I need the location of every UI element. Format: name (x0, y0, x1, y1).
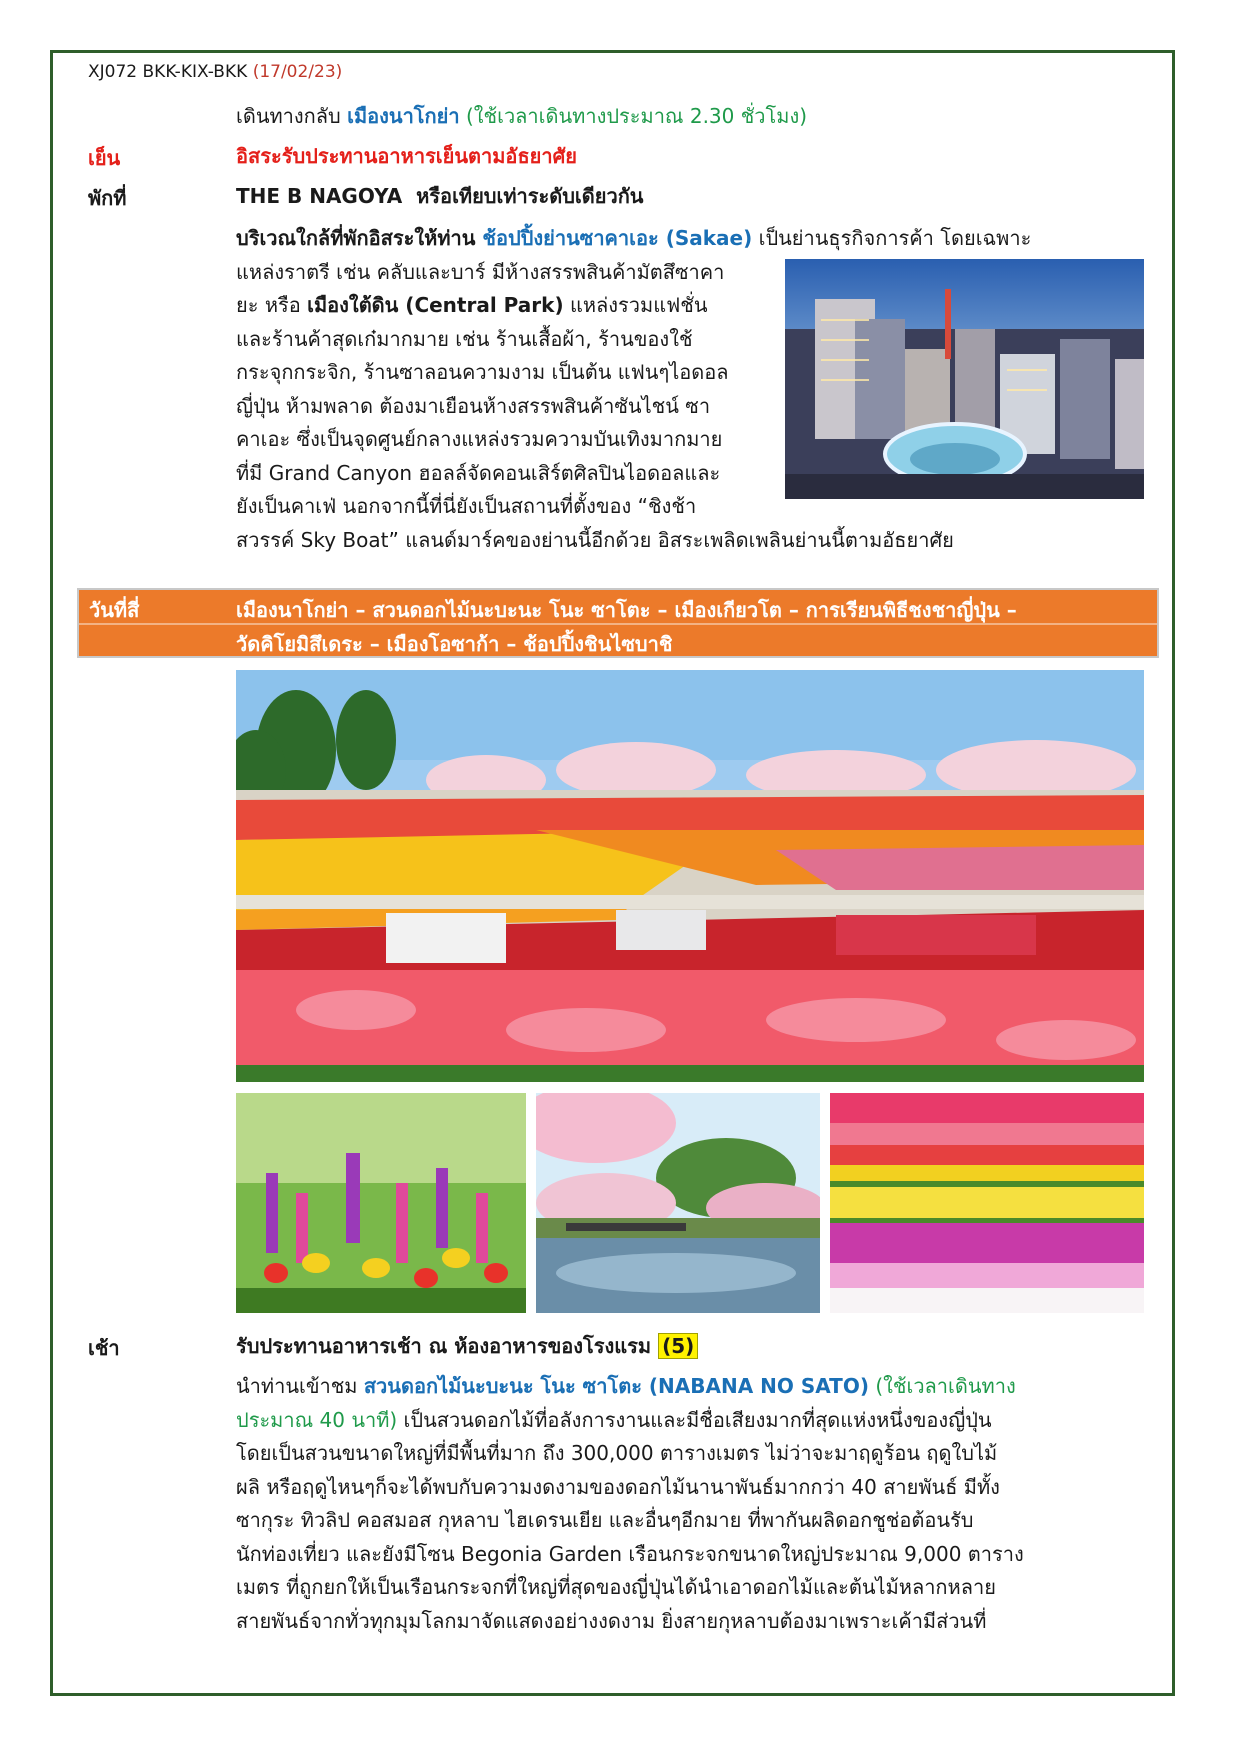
sakae-paragraph: บริเวณใกล้ที่พักอิสระให้ท่าน ช้อปปิ้งย่านซาคาเอะ (Sakae) เป็นย่านธุรกิจการค้า โดยเฉพาะ แหล่งราตรี เช่น คลับและบาร์ มีห้างสรรพสินค้ามัตสึซาคา ยะ หรือ เมืองใต้ดิน (Central Park) แหล่งรวมแฟชั่น และร้านค้าสุดเก๋มากมาย เช่น ร้านเสื้อผ้า, ร้านของใช้ กระจุกกระจิก, ร้านซาลอนความงาม เป็นต้น แฟนๆไอดอล ญี่ปุ่น ห้ามพลาด ต้องมาเยือนห้างสรรพสินค้าซันไชน์ ซา คาเอะ ซึ่งเป็นจุดศูนย์กลางแหล่งรวมความบันเทิงมากมาย ที่มี Grand Canyon ฮอลล์จัดคอนเสิร์ตศิลปินไอดอลและ ยังเป็นคาเฟ่ นอกจากนี้ที่นี่ยังเป็นสถานที่ตั้งของ “ชิงช้า สวรรค์ Sky Boat” แลนด์มาร์คของย่านนี้อีกด้วย อิสระเพลิดเพลินย่านนี้ตามอัธยาศัย (236, 226, 1032, 552)
dinner-text: อิสระรับประทานอาหารเย็นตามอัธยาศัย (236, 144, 578, 168)
breakfast-text: รับประทานอาหารเช้า ณ ห้องอาหารของโรงแรม (236, 1334, 652, 1358)
lupine-photo (236, 1093, 526, 1313)
tour-code: XJ072 BKK-KIX-BKK (88, 62, 248, 82)
tour-code-header (88, 62, 342, 82)
nabana-paragraph: นำท่านเข้าชม สวนดอกไม้นะบะนะ โนะ ซาโตะ (NABANA NO SATO) (ใช้เวลาเดินทาง ประมาณ 40 นาที) เป็นสวนดอกไม้ที่อลังการงานและมีชื่อเสียงมากที่สุดแห่งหนึ่งของญี่ปุ่น โดยเป็นสวนขนาดใหญ่ที่มีพื้นที่มาก ถึง 300,000 ตารางเมตร ไม่ว่าจะมาฤดูร้อน ฤดูใบไม้ ผลิ หรือฤดูไหนๆก็จะได้พบกับความงดงามของดอกไม้นานาพันธ์มากกว่า 40 สายพันธ์ มีทั้ง ซากุระ ทิวลิป คอสมอส กุหลาบ ไฮเดรนเยีย และอื่นๆอีกมาย ที่พากันผลิดอกชูช่อต้อนรับ นักท่องเที่ยว และยังมีโซน Begonia Garden เรือนกระจกขนาดใหญ่ประมาณ 9,000 ตาราง เมตร ที่ถูกยกให้เป็นเรือนกระจกที่ใหญ่ที่สุดของญี่ปุ่นได้นำเอาดอกไม้และต้นไม้หลากหลาย สายพันธ์จากทั่วทุกมุมโลกมาจัดแสดงอย่างงดงาม ยิ่งสายกุหลาบต้องมาเพราะเค้ามีส่วนที่ (236, 1374, 1024, 1633)
breakfast-line (236, 1330, 698, 1362)
sakae-city-photo (785, 259, 1144, 499)
hotel-name: THE B NAGOYA (236, 184, 403, 208)
hotel-label: พักที่ (88, 186, 127, 210)
cherry-blossom-pond-photo (536, 1093, 820, 1313)
return-trip-line: เดินทางกลับ เมืองนาโกย่า (ใช้เวลาเดินทางประมาณ 2.30 ชั่วโมง) (236, 104, 808, 128)
day-four-route-line1: เมืองนาโกย่า – สวนดอกไม้นะบะนะ โนะ ซาโตะ – เมืองเกียวโต – การเรียนพิธีชงชาญี่ปุ่น – (236, 598, 1017, 622)
day-four-label: วันที่สี่ (89, 598, 140, 622)
meal-count-badge: (5) (658, 1333, 698, 1359)
tour-date: (17/02/23) (252, 62, 343, 82)
hotel-line (236, 180, 643, 212)
day-four-banner (77, 588, 1159, 658)
day-four-route-line2: วัดคิโยมิสึเดระ – เมืองโอซาก้า – ช้อปปิ้งชินไซบาชิ (236, 632, 673, 656)
breakfast-label: เช้า (88, 1336, 120, 1360)
hotel-suffix: หรือเทียบเท่าระดับเดียวกัน (416, 184, 644, 208)
dinner-label: เย็น (88, 146, 121, 170)
tulip-rows-photo (830, 1093, 1144, 1313)
tulip-field-photo (236, 670, 1144, 1082)
